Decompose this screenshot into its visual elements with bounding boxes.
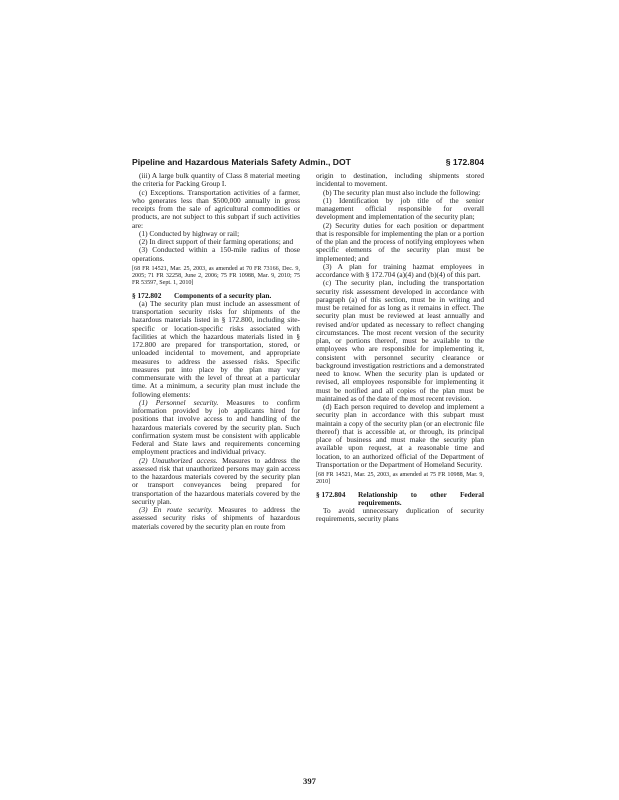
paragraph: (b) The security plan must also include the following: bbox=[323, 187, 481, 197]
paragraph: (1) Conducted by highway or rail; bbox=[139, 228, 240, 238]
paragraph bbox=[132, 506, 300, 531]
section-number: § 172.802 bbox=[132, 290, 162, 300]
header-title: Pipeline and Hazardous Materials Safety Admin., DOT bbox=[132, 157, 351, 167]
paragraph: (2) Security duties for each position or department that is responsible for implementing the plan or a portion of the plan and the process of notifying employees when specific elements of the security plan must be implemented; and bbox=[316, 220, 484, 263]
paragraph-label: (2) Unauthorized access. bbox=[139, 455, 218, 465]
paragraph-text: Measures to confirm information provided by job applicants hired for positions that involve access to and handling of the hazardous materials covered by the security plan. Such confirmation system must be consistent with applicable Federal and State laws and requirements concerning employment practices and individual privacy. bbox=[132, 397, 300, 457]
paragraph-text: Measures to address the assessed security risks of shipments of hazardous materials covered by the security plan en route from bbox=[132, 505, 301, 531]
section-heading bbox=[316, 491, 484, 508]
paragraph: (a) The security plan must include an assessment of transportation security risks for shipments of the hazardous materials listed in § 172.800, including site-specific or location-specific risks associated with facilities at which the hazardous materials listed in § 172.800 are prepared for transportation, stored, or unloaded incidental to movement, and appropriate measures to address the assessed risks. Specific measures put into place by the plan may vary commensurate with the level of threat at a particular time. At a minimum, a security plan must include the following elements: bbox=[132, 298, 300, 399]
page-number: 397 bbox=[303, 776, 316, 786]
paragraph-label: (3) En route security. bbox=[139, 505, 213, 515]
amendment-note: [68 FR 14521, Mar. 25, 2003, as amended at 75 FR 10988, Mar. 9, 2010] bbox=[316, 472, 484, 486]
section-title: Components of a security plan. bbox=[174, 290, 272, 300]
left-column bbox=[132, 172, 300, 531]
right-column bbox=[316, 172, 484, 524]
paragraph: (iii) A large bulk quantity of Class 8 material meeting the criteria for Packing Group I. bbox=[132, 171, 300, 189]
section-number: § 172.804 bbox=[316, 489, 346, 499]
paragraph-text: Measures to address the assessed risk that unauthorized persons may gain access to the hazardous materials covered by the security plan or transport conveyances being prepared for transportation of the hazardous materials covered by the security plan. bbox=[132, 455, 300, 506]
section-title: Relationship to other Federal requirements. bbox=[358, 489, 484, 507]
paragraph: origin to destination, including shipments stored incidental to movement. bbox=[316, 171, 484, 189]
running-header bbox=[132, 157, 484, 171]
header-section: § 172.804 bbox=[445, 157, 484, 167]
paragraph bbox=[132, 457, 300, 507]
paragraph: (2) In direct support of their farming operations; and bbox=[139, 237, 294, 246]
amendment-note: [68 FR 14521, Mar. 25, 2003, as amended at 70 FR 73166, Dec. 9, 2005; 71 FR 32258, June 2, 2006; 75 FR 10988, Mar. 9, 2010; 75 FR 53597, Sept. 1, 2010] bbox=[132, 265, 300, 287]
paragraph: (d) Each person required to develop and implement a security plan in accordance with this subpart must maintain a copy of the security plan (or an electronic file thereof) that is accessible at, or through, its principal place of business and must make the security plan available upon request, at a reasonable time and location, to an authorized official of the Department of Transportation or the Department of Homeland Security. bbox=[316, 402, 484, 469]
paragraph: (1) Identification by job title of the senior management official responsible for overall development and implementation of the security plan; bbox=[316, 195, 484, 222]
paragraph: (3) A plan for training hazmat employees in accordance with § 172.704 (a)(4) and (b)(4) of this part. bbox=[316, 261, 484, 279]
paragraph: (3) Conducted within a 150-mile radius of those operations. bbox=[132, 245, 300, 263]
paragraph bbox=[132, 399, 300, 457]
paragraph: (c) Exceptions. Transportation activities of a farmer, who generates less than $500,000 annually in gross receipts from the sale of agricultural commodities or products, are not subject to this subpart if such activities are: bbox=[132, 187, 300, 230]
paragraph-label: (1) Personnel security. bbox=[139, 397, 219, 407]
paragraph: (c) The security plan, including the transportation security risk assessment developed in accordance with paragraph (a) of this section, must be in writing and must be retained for as long as it remains in effect. The security plan must be reviewed at least annually and revised and/or updated as necessary to reflect changing circumstances. The most recent version of the security plan, or portions thereof, must be available to the employees who are responsible for implementing it, consistent with personnel security clearance or background investigation restrictions and a demonstrated need to know. When the security plan is updated or revised, all employees responsible for implementing it must be notified and all copies of the plan must be maintained as of the date of the most recent revision. bbox=[316, 278, 484, 403]
paragraph: To avoid unnecessary duplication of security requirements, security plans bbox=[316, 506, 484, 524]
section-heading bbox=[132, 292, 300, 300]
